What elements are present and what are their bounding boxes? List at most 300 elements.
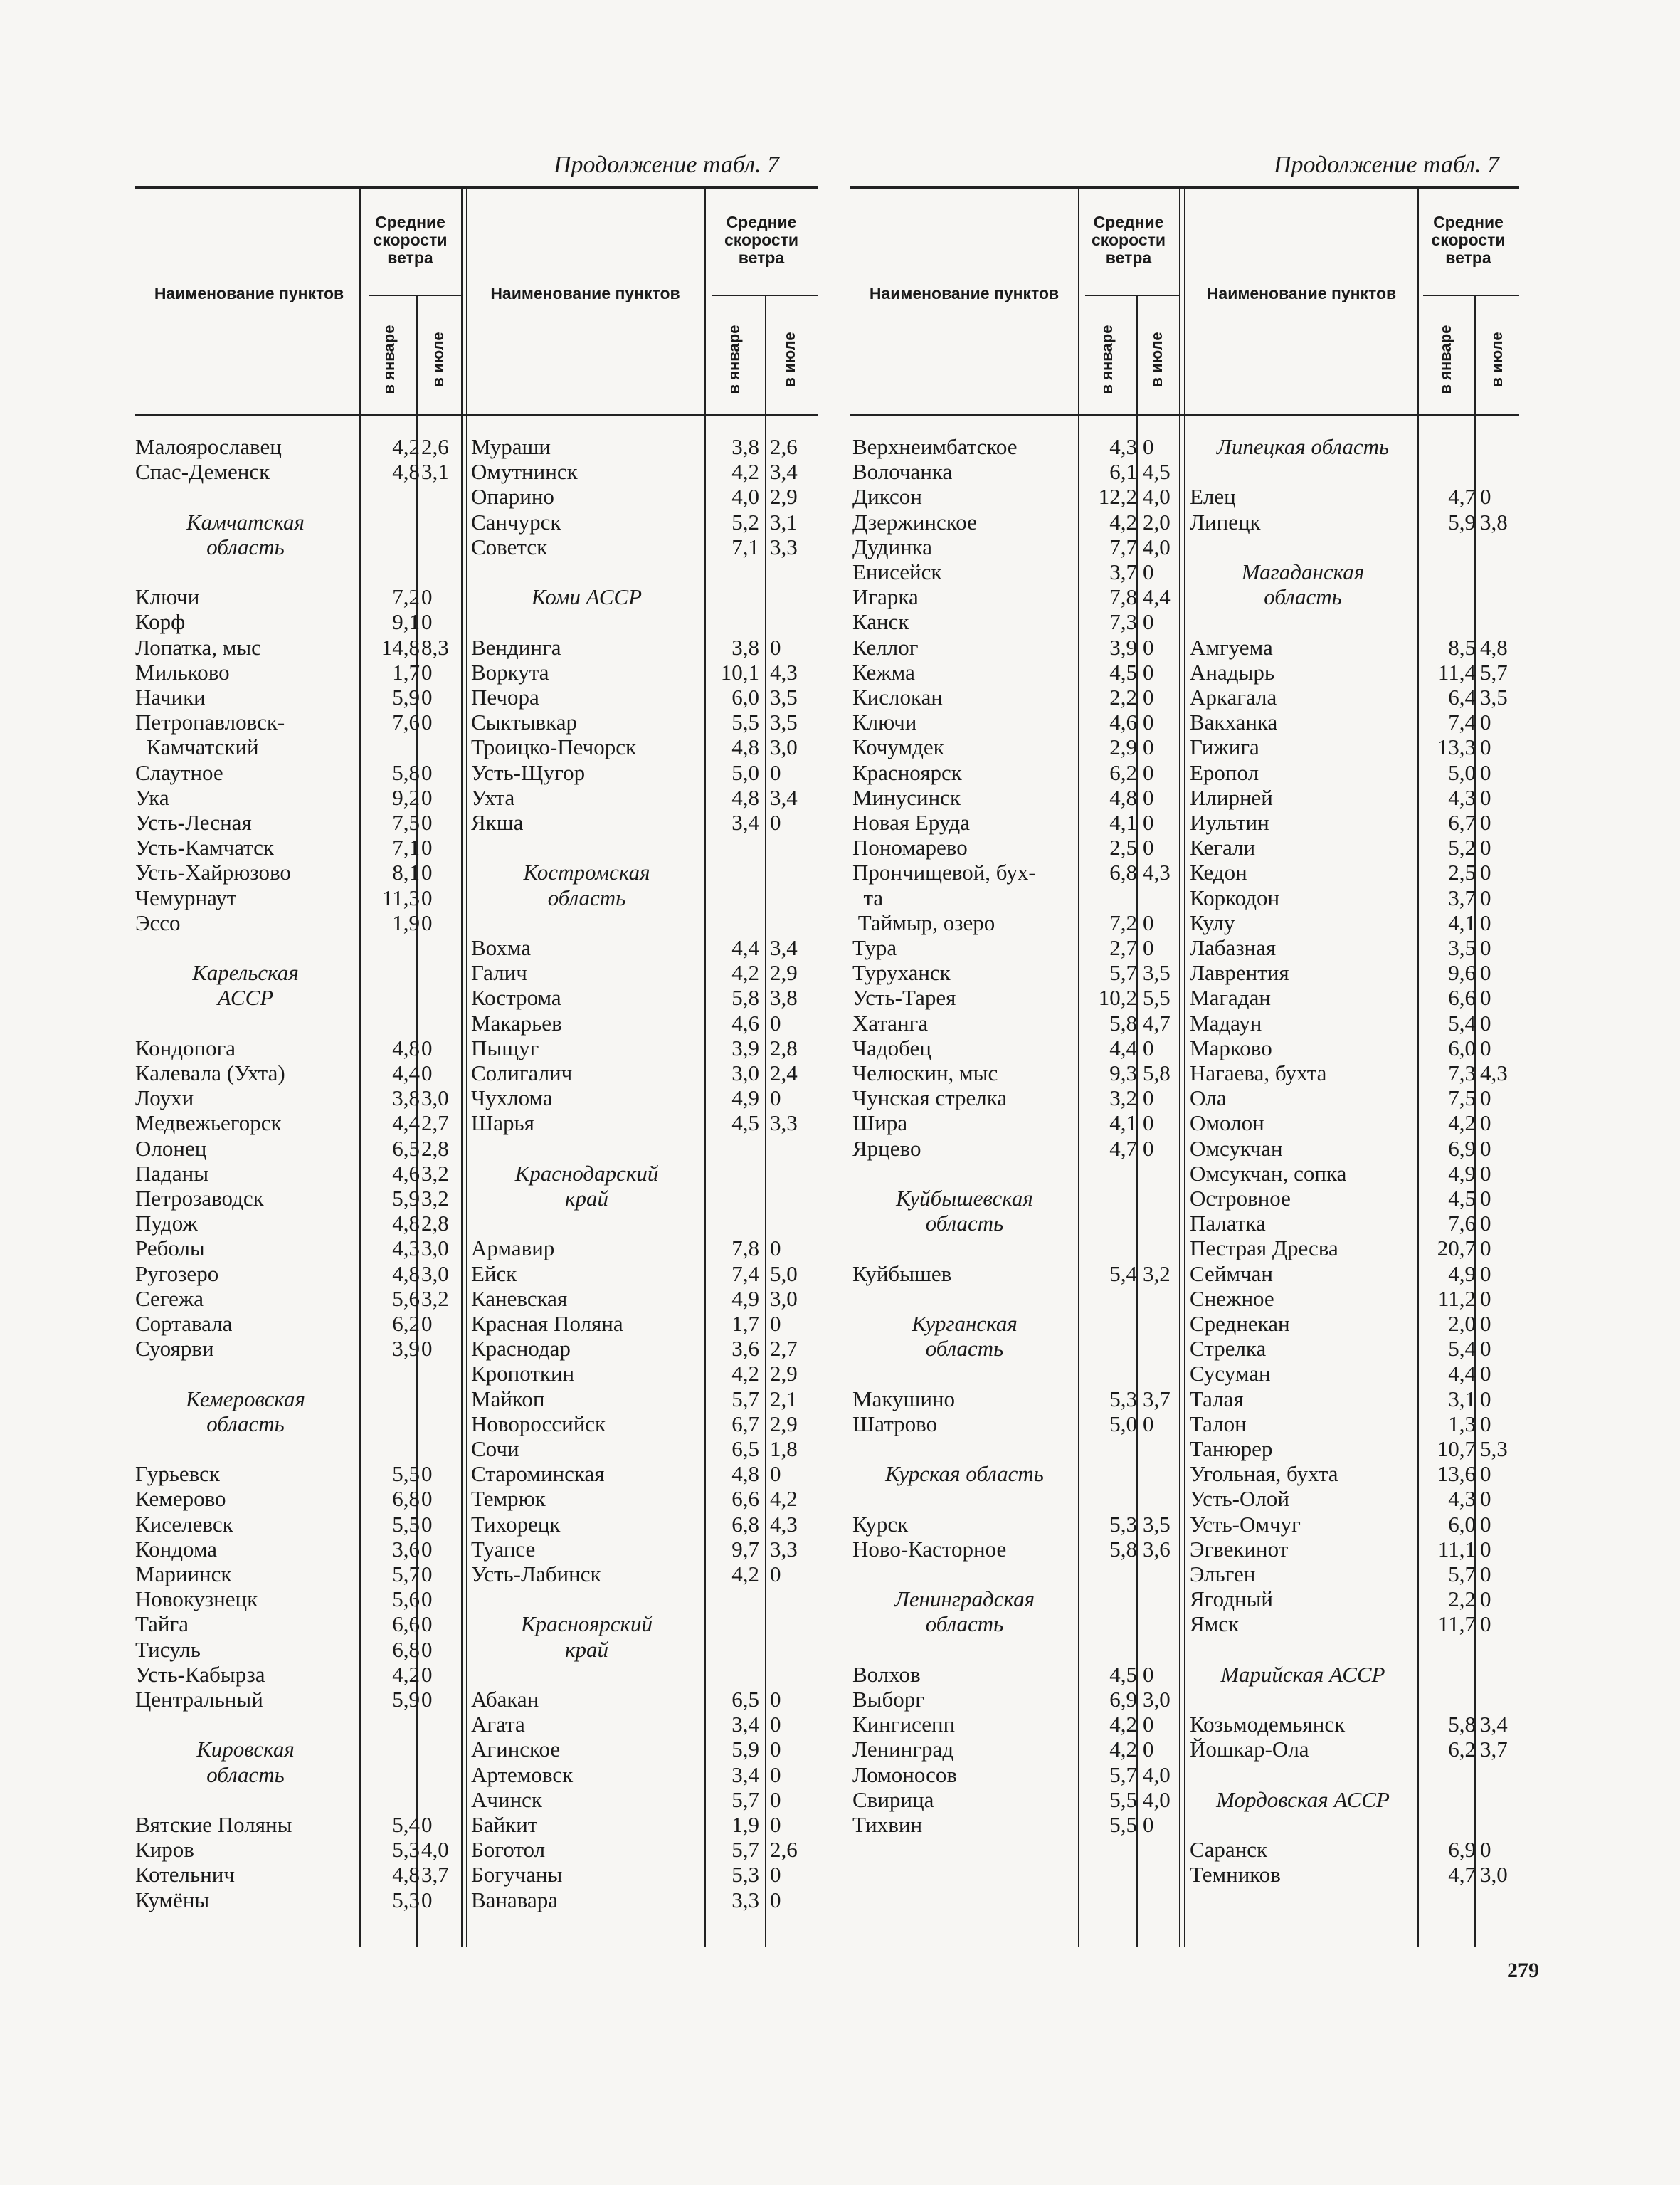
july-value: 0 bbox=[421, 685, 433, 710]
july-value: 0 bbox=[770, 810, 781, 835]
january-value: 5,5 bbox=[731, 710, 759, 735]
july-value: 3,0 bbox=[770, 735, 798, 760]
region-name: Коми АССР bbox=[531, 584, 643, 610]
station-name: Среднекан bbox=[1190, 1311, 1290, 1336]
station-name: Верхнеимбатское bbox=[852, 434, 1018, 459]
july-value: 0 bbox=[1480, 1486, 1491, 1512]
station-name: Киселевск bbox=[135, 1511, 233, 1537]
july-value: 0 bbox=[770, 1085, 781, 1111]
january-value: 4,8 bbox=[392, 1260, 420, 1286]
july-value: 0 bbox=[421, 1536, 433, 1562]
july-value: 3,8 bbox=[1480, 509, 1508, 535]
july-value: 0 bbox=[421, 1060, 433, 1085]
region-name: Ленинградская bbox=[894, 1586, 1035, 1612]
header-names: Наименование пунктов bbox=[1206, 284, 1397, 302]
station-name: Ямск bbox=[1190, 1611, 1240, 1637]
station-name: Усть-Лабинск bbox=[471, 1562, 601, 1586]
january-value: 5,4 bbox=[1448, 1336, 1476, 1362]
station-name: Волхов bbox=[852, 1661, 921, 1687]
station-name: Чунская стрелка bbox=[852, 1085, 1008, 1111]
station-name: Вакханка bbox=[1190, 710, 1278, 735]
january-value: 5,2 bbox=[1448, 835, 1476, 860]
station-name: Шарья bbox=[471, 1110, 534, 1136]
july-value: 0 bbox=[421, 1511, 433, 1537]
station-name: Тайга bbox=[135, 1611, 189, 1637]
july-value: 0 bbox=[421, 659, 433, 685]
region-name: Красноярский bbox=[521, 1611, 653, 1637]
station-name: Кумёны bbox=[135, 1887, 210, 1912]
january-value: 5,3 bbox=[392, 1837, 420, 1863]
july-value: 2,8 bbox=[421, 1135, 449, 1161]
station-name: Сыктывкар bbox=[471, 710, 578, 735]
station-name: Ухта bbox=[471, 784, 515, 810]
header-speeds: Средние скорости ветра bbox=[1431, 213, 1506, 267]
station-name: Байкит bbox=[471, 1812, 538, 1837]
january-value: 6,6 bbox=[1448, 985, 1476, 1011]
july-value: 3,1 bbox=[421, 459, 449, 485]
january-value: 4,2 bbox=[1109, 1737, 1137, 1762]
station-name: Прончищевой, бух- bbox=[852, 860, 1036, 885]
station-name: Галич bbox=[471, 960, 527, 986]
july-value: 2,9 bbox=[770, 960, 798, 986]
july-value: 0 bbox=[770, 1311, 781, 1336]
july-value: 0 bbox=[1480, 1260, 1491, 1286]
january-value: 3,9 bbox=[1109, 634, 1137, 660]
july-value: 4,0 bbox=[1143, 484, 1171, 510]
january-value: 5,6 bbox=[392, 1586, 420, 1612]
july-value: 3,2 bbox=[421, 1186, 449, 1211]
january-value: 6,1 bbox=[1109, 459, 1137, 485]
station-name: Сортавала bbox=[135, 1311, 233, 1336]
july-value: 0 bbox=[1143, 434, 1154, 459]
july-value: 0 bbox=[770, 759, 781, 785]
july-value: 3,4 bbox=[770, 935, 798, 960]
january-value: 7,3 bbox=[1109, 609, 1137, 635]
july-value: 4,0 bbox=[421, 1837, 449, 1863]
station-name: Стрелка bbox=[1190, 1336, 1267, 1362]
january-value: 7,1 bbox=[731, 534, 759, 559]
station-name: Лоухи bbox=[135, 1085, 194, 1111]
station-name: Куйбышев bbox=[852, 1260, 952, 1286]
january-value: 4,1 bbox=[1109, 1110, 1137, 1136]
july-value: 4,3 bbox=[770, 659, 798, 685]
region-name: Курская область bbox=[885, 1461, 1044, 1487]
july-value: 0 bbox=[421, 1586, 433, 1612]
station-name: Островное bbox=[1190, 1186, 1291, 1211]
station-name: Омсукчан bbox=[1190, 1135, 1283, 1161]
page-number: 279 bbox=[1507, 1959, 1539, 1982]
july-value: 2,8 bbox=[421, 1211, 449, 1236]
station-name: Эссо bbox=[135, 910, 181, 935]
station-name: Киров bbox=[135, 1837, 194, 1863]
july-value: 0 bbox=[1480, 1611, 1491, 1637]
station-name: Усть-Кабырза bbox=[135, 1661, 265, 1687]
july-value: 0 bbox=[1480, 1837, 1491, 1863]
january-value: 6,0 bbox=[1448, 1511, 1476, 1537]
january-value: 5,9 bbox=[731, 1737, 759, 1762]
july-value: 3,5 bbox=[1143, 960, 1171, 986]
july-value: 0 bbox=[1480, 1085, 1491, 1111]
station-name: Талон bbox=[1190, 1411, 1247, 1436]
july-value: 0 bbox=[1480, 1411, 1491, 1436]
continuation-caption-right: Продолжение табл. 7 bbox=[1274, 152, 1500, 178]
station-name: Ука bbox=[135, 784, 169, 810]
july-value: 0 bbox=[1480, 1285, 1491, 1311]
july-value: 2,6 bbox=[770, 434, 798, 459]
july-value: 0 bbox=[770, 1812, 781, 1837]
july-value: 0 bbox=[421, 759, 433, 785]
january-value: 4,2 bbox=[731, 1562, 759, 1586]
january-value: 2,7 bbox=[1109, 935, 1137, 960]
station-name: Свирица bbox=[852, 1786, 934, 1812]
july-value: 5,3 bbox=[1480, 1436, 1508, 1461]
january-value: 7,8 bbox=[1109, 584, 1137, 610]
station-name: Кингисепп bbox=[852, 1712, 956, 1737]
january-value: 3,7 bbox=[1448, 885, 1476, 910]
january-value: 3,6 bbox=[731, 1336, 759, 1362]
july-value: 0 bbox=[770, 1712, 781, 1737]
station-name: Амгуема bbox=[1190, 634, 1273, 660]
july-value: 0 bbox=[421, 1336, 433, 1362]
station-name: Начики bbox=[135, 685, 206, 710]
july-value: 3,0 bbox=[770, 1285, 798, 1311]
station-name: Таймыр, озеро bbox=[852, 910, 995, 935]
july-value: 0 bbox=[1480, 759, 1491, 785]
station-name: Корф bbox=[135, 609, 186, 635]
station-name: Малоярославец bbox=[135, 434, 282, 459]
january-value: 5,0 bbox=[731, 759, 759, 785]
july-value: 0 bbox=[1480, 1386, 1491, 1411]
station-name: Чухлома bbox=[471, 1085, 553, 1111]
january-value: 4,9 bbox=[1448, 1160, 1476, 1186]
station-name: Омутнинск bbox=[471, 459, 578, 485]
january-value: 5,0 bbox=[1109, 1411, 1137, 1436]
station-name: Макушино bbox=[852, 1386, 955, 1411]
region-name: область bbox=[206, 1411, 285, 1436]
july-value: 0 bbox=[421, 1887, 433, 1912]
station-name: Вендинга bbox=[471, 634, 561, 660]
january-value: 3,3 bbox=[731, 1887, 759, 1912]
january-value: 8,5 bbox=[1448, 634, 1476, 660]
january-value: 6,9 bbox=[1448, 1837, 1476, 1863]
january-value: 7,6 bbox=[1448, 1211, 1476, 1236]
january-value: 3,7 bbox=[1109, 559, 1137, 584]
station-name: Туруханск bbox=[852, 960, 951, 986]
january-value: 4,9 bbox=[731, 1285, 759, 1311]
january-value: 6,9 bbox=[1109, 1687, 1137, 1712]
july-value: 0 bbox=[1480, 985, 1491, 1011]
january-value: 6,0 bbox=[1448, 1035, 1476, 1060]
january-value: 4,4 bbox=[392, 1110, 420, 1136]
station-name: Реболы bbox=[135, 1236, 205, 1261]
july-value: 0 bbox=[421, 1461, 433, 1487]
station-name: Лопатка, мыс bbox=[135, 634, 261, 660]
july-value: 0 bbox=[421, 860, 433, 885]
january-value: 8,1 bbox=[392, 860, 420, 885]
region-name: Магаданская bbox=[1241, 559, 1365, 584]
july-value: 3,0 bbox=[421, 1236, 449, 1261]
january-value: 4,9 bbox=[1448, 1260, 1476, 1286]
region-name: Краснодарский bbox=[514, 1160, 659, 1186]
january-value: 10,1 bbox=[720, 659, 759, 685]
july-value: 8,3 bbox=[421, 634, 449, 660]
july-value: 0 bbox=[770, 1887, 781, 1912]
july-value: 0 bbox=[1143, 735, 1154, 760]
station-name: та bbox=[852, 885, 884, 910]
station-name: Ругозеро bbox=[135, 1260, 219, 1286]
station-name: Ола bbox=[1190, 1085, 1227, 1111]
january-value: 7,4 bbox=[731, 1260, 759, 1286]
july-value: 0 bbox=[1143, 1812, 1154, 1837]
january-value: 6,5 bbox=[731, 1436, 759, 1461]
station-name: Челюскин, мыс bbox=[852, 1060, 998, 1085]
station-name: Магадан bbox=[1190, 985, 1271, 1011]
january-value: 11,4 bbox=[1437, 659, 1476, 685]
station-name: Кегали bbox=[1190, 835, 1256, 860]
july-value: 0 bbox=[421, 1812, 433, 1837]
header-jan: в январе bbox=[380, 325, 398, 394]
july-value: 3,0 bbox=[421, 1085, 449, 1111]
july-value: 0 bbox=[1480, 835, 1491, 860]
region-name: Липецкая область bbox=[1216, 434, 1390, 459]
station-name: Шира bbox=[852, 1110, 908, 1136]
july-value: 0 bbox=[1143, 759, 1154, 785]
july-value: 0 bbox=[1143, 1737, 1154, 1762]
station-name: Ейск bbox=[471, 1260, 517, 1286]
july-value: 0 bbox=[1143, 1712, 1154, 1737]
january-value: 5,7 bbox=[392, 1562, 420, 1586]
station-name: Минусинск bbox=[852, 784, 961, 810]
header-jan: в январе bbox=[1098, 325, 1116, 394]
july-value: 3,2 bbox=[1143, 1260, 1171, 1286]
january-value: 4,8 bbox=[731, 784, 759, 810]
july-value: 3,5 bbox=[770, 710, 798, 735]
july-value: 0 bbox=[421, 584, 433, 610]
january-value: 2,5 bbox=[1448, 860, 1476, 885]
january-value: 3,6 bbox=[392, 1536, 420, 1562]
july-value: 0 bbox=[1480, 885, 1491, 910]
station-name: Выборг bbox=[852, 1687, 924, 1712]
region-name: край bbox=[564, 1636, 608, 1662]
january-value: 13,3 bbox=[1437, 735, 1476, 760]
january-value: 1,7 bbox=[731, 1311, 759, 1336]
region-name: Куйбышевская bbox=[896, 1186, 1033, 1211]
july-value: 0 bbox=[1143, 659, 1154, 685]
station-name: Кедон bbox=[1190, 860, 1247, 885]
july-value: 4,0 bbox=[1143, 1786, 1171, 1812]
july-value: 0 bbox=[421, 1636, 433, 1662]
july-value: 2,7 bbox=[421, 1110, 449, 1136]
station-name: Советск bbox=[471, 534, 548, 559]
july-value: 0 bbox=[1143, 810, 1154, 835]
july-value: 3,6 bbox=[1143, 1536, 1171, 1562]
station-name: Солигалич bbox=[471, 1060, 573, 1085]
july-value: 3,1 bbox=[770, 509, 798, 535]
station-name: Камчатский bbox=[135, 735, 259, 760]
station-name: Вохма bbox=[471, 935, 532, 960]
region-name: край bbox=[564, 1186, 608, 1211]
station-name: Ключи bbox=[852, 710, 917, 735]
july-value: 0 bbox=[770, 1737, 781, 1762]
station-name: Шатрово bbox=[852, 1411, 938, 1436]
station-name: Нагаева, бухта bbox=[1190, 1060, 1327, 1085]
january-value: 1,7 bbox=[392, 659, 420, 685]
station-name: Макарьев bbox=[471, 1010, 562, 1036]
july-value: 0 bbox=[1480, 1461, 1491, 1487]
january-value: 5,7 bbox=[731, 1786, 759, 1812]
station-name: Ягодный bbox=[1190, 1586, 1274, 1612]
january-value: 2,5 bbox=[1109, 835, 1137, 860]
continuation-caption-left: Продолжение табл. 7 bbox=[554, 152, 780, 178]
january-value: 4,5 bbox=[1448, 1186, 1476, 1211]
station-name: Паданы bbox=[135, 1160, 209, 1186]
january-value: 4,4 bbox=[392, 1060, 420, 1085]
january-value: 5,9 bbox=[1448, 509, 1476, 535]
station-name: Усть-Тарея bbox=[852, 985, 956, 1011]
january-value: 4,8 bbox=[392, 1035, 420, 1060]
january-value: 5,3 bbox=[1109, 1386, 1137, 1411]
january-value: 4,5 bbox=[1109, 659, 1137, 685]
january-value: 3,9 bbox=[731, 1035, 759, 1060]
july-value: 0 bbox=[421, 784, 433, 810]
station-name: Тисуль bbox=[135, 1636, 201, 1662]
region-name: Марийская АССР bbox=[1220, 1661, 1385, 1687]
station-name: Усть-Лесная bbox=[135, 810, 252, 835]
station-name: Туапсе bbox=[471, 1536, 536, 1562]
region-name: Курганская bbox=[912, 1311, 1018, 1336]
station-name: Келлог bbox=[852, 634, 919, 660]
station-name: Ново-Касторное bbox=[852, 1536, 1007, 1562]
january-value: 7,2 bbox=[392, 584, 420, 610]
july-value: 0 bbox=[421, 1611, 433, 1637]
january-value: 9,7 bbox=[731, 1536, 759, 1562]
january-value: 6,2 bbox=[392, 1311, 420, 1336]
region-name: область bbox=[925, 1611, 1004, 1637]
region-name: область bbox=[547, 885, 626, 910]
station-name: Темников bbox=[1190, 1862, 1281, 1887]
january-value: 3,9 bbox=[392, 1336, 420, 1362]
region-name: Мордовская АССР bbox=[1216, 1786, 1390, 1812]
station-name: Котельнич bbox=[135, 1862, 235, 1887]
station-name: Мураши bbox=[471, 434, 551, 459]
station-name: Вятские Поляны bbox=[135, 1812, 292, 1837]
january-value: 3,4 bbox=[731, 1762, 759, 1787]
july-value: 0 bbox=[770, 1786, 781, 1812]
january-value: 6,5 bbox=[731, 1687, 759, 1712]
january-value: 4,2 bbox=[1109, 509, 1137, 535]
station-name: Тихвин bbox=[852, 1812, 923, 1837]
station-name: Коркодон bbox=[1190, 885, 1280, 910]
station-name: Каневская bbox=[471, 1285, 568, 1311]
station-name: Кондопога bbox=[135, 1035, 236, 1060]
july-value: 0 bbox=[770, 1562, 781, 1586]
january-value: 9,2 bbox=[392, 784, 420, 810]
station-name: Омолон bbox=[1190, 1110, 1264, 1136]
january-value: 5,5 bbox=[1109, 1786, 1137, 1812]
january-value: 1,9 bbox=[392, 910, 420, 935]
station-name: Ключи bbox=[135, 584, 200, 610]
station-name: Пыщуг bbox=[471, 1035, 539, 1060]
january-value: 5,7 bbox=[731, 1837, 759, 1863]
station-name: Армавир bbox=[471, 1236, 555, 1261]
station-name: Йошкар-Ола bbox=[1190, 1737, 1309, 1762]
station-name: Кондома bbox=[135, 1536, 218, 1562]
january-value: 4,7 bbox=[1109, 1135, 1137, 1161]
january-value: 12,2 bbox=[1098, 484, 1137, 510]
station-name: Сеймчан bbox=[1190, 1260, 1273, 1286]
july-value: 0 bbox=[1480, 1236, 1491, 1261]
station-name: Красная Поляна bbox=[471, 1311, 623, 1336]
station-name: Кислокан bbox=[852, 685, 943, 710]
station-name: Енисейск bbox=[852, 559, 942, 584]
station-name: Дзержинское bbox=[852, 509, 977, 535]
january-value: 6,7 bbox=[731, 1411, 759, 1436]
january-value: 6,0 bbox=[731, 685, 759, 710]
station-name: Дудинка bbox=[852, 534, 932, 559]
january-value: 6,2 bbox=[1109, 759, 1137, 785]
header-jul: в июле bbox=[1488, 332, 1506, 387]
january-value: 4,4 bbox=[1109, 1035, 1137, 1060]
july-value: 3,7 bbox=[1480, 1737, 1508, 1762]
station-name: Ванавара bbox=[471, 1887, 559, 1912]
july-value: 4,3 bbox=[1143, 860, 1171, 885]
station-name: Агата bbox=[471, 1712, 525, 1737]
january-value: 4,3 bbox=[1448, 784, 1476, 810]
july-value: 3,0 bbox=[421, 1260, 449, 1286]
july-value: 0 bbox=[1480, 1135, 1491, 1161]
january-value: 1,3 bbox=[1448, 1411, 1476, 1436]
january-value: 2,9 bbox=[1109, 735, 1137, 760]
station-name: Пономарево bbox=[852, 835, 968, 860]
station-name: Спас-Деменск bbox=[135, 459, 270, 485]
region-name: область bbox=[206, 534, 285, 559]
region-name: область bbox=[925, 1336, 1004, 1362]
january-value: 11,3 bbox=[381, 885, 420, 910]
station-name: Тихорецк bbox=[471, 1511, 561, 1537]
region-name: Кемеровская bbox=[186, 1386, 305, 1411]
january-value: 9,6 bbox=[1448, 960, 1476, 986]
january-value: 7,7 bbox=[1109, 534, 1137, 559]
july-value: 5,5 bbox=[1143, 985, 1171, 1011]
station-name: Еропол bbox=[1190, 759, 1259, 785]
station-name: Хатанга bbox=[852, 1010, 929, 1036]
station-name: Анадырь bbox=[1190, 659, 1274, 685]
january-value: 10,7 bbox=[1437, 1436, 1476, 1461]
january-value: 5,5 bbox=[1109, 1812, 1137, 1837]
station-name: Елец bbox=[1190, 484, 1236, 510]
station-name: Краснодар bbox=[471, 1336, 571, 1362]
january-value: 4,8 bbox=[731, 735, 759, 760]
january-value: 2,2 bbox=[1448, 1586, 1476, 1612]
station-name: Новая Еруда bbox=[852, 810, 970, 835]
station-name: Тура bbox=[852, 935, 897, 960]
january-value: 5,7 bbox=[731, 1386, 759, 1411]
july-value: 1,8 bbox=[770, 1436, 798, 1461]
header-names: Наименование пунктов bbox=[490, 284, 680, 302]
station-name: Ярцево bbox=[852, 1135, 921, 1161]
january-value: 5,9 bbox=[392, 685, 420, 710]
january-value: 3,5 bbox=[1448, 935, 1476, 960]
january-value: 7,6 bbox=[392, 710, 420, 735]
july-value: 2,4 bbox=[770, 1060, 798, 1085]
july-value: 0 bbox=[421, 609, 433, 635]
july-value: 0 bbox=[421, 810, 433, 835]
station-name: Ломоносов bbox=[852, 1762, 958, 1787]
station-name: Санчурск bbox=[471, 509, 561, 535]
january-value: 7,5 bbox=[1448, 1085, 1476, 1111]
station-name: Усть-Олой bbox=[1190, 1486, 1289, 1512]
station-name: Усть-Омчуг bbox=[1190, 1511, 1301, 1537]
